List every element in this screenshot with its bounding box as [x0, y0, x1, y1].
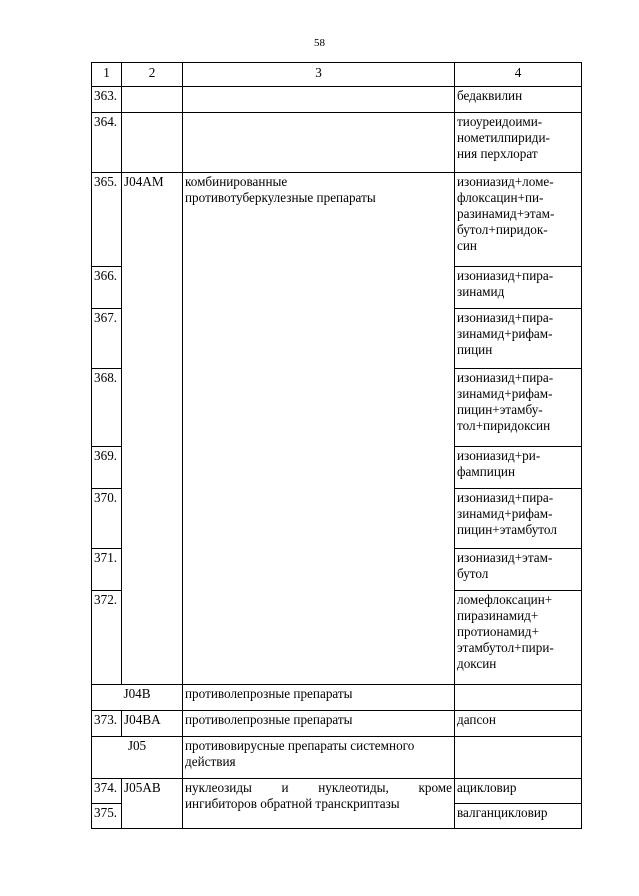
- group-name-cell: противолепрозные препараты: [183, 711, 455, 737]
- drug-name-cell: изониазид+пира- зинамид+рифам- пицин+этамбутол: [455, 489, 582, 549]
- group-name-cell: [183, 87, 455, 113]
- group-name-line: [185, 780, 452, 796]
- atc-code-cell: J05: [92, 737, 183, 779]
- row-number: 366.: [92, 267, 122, 309]
- group-name-cell: комбинированные противотуберкулезные препараты: [183, 173, 455, 685]
- drug-name-cell: изониазид+этам- бутол: [455, 549, 582, 591]
- group-name-cell: [183, 113, 455, 173]
- drug-name-cell: изониазид+ри- фампицин: [455, 447, 582, 489]
- word: и: [281, 780, 289, 795]
- group-name-cell: противолепрозные препараты: [183, 685, 455, 711]
- row-number: 363.: [92, 87, 122, 113]
- drug-name-cell: изониазид+ломе- флоксацин+пи- разинамид+этам- бутол+пиридок- син: [455, 173, 582, 267]
- word: нуклеозиды: [185, 780, 252, 795]
- drug-name-cell: изониазид+пира- зинамид+рифам- пицин: [455, 309, 582, 369]
- table-row: [92, 173, 582, 267]
- drug-name-cell: бедаквилин: [455, 87, 582, 113]
- atc-code-cell: J05AB: [122, 779, 183, 829]
- row-number: 364.: [92, 113, 122, 173]
- row-number: 373.: [92, 711, 122, 737]
- column-header: 4: [455, 63, 582, 87]
- drug-name-cell: тиоуреидоими- нометилпириди- ния перхлорат: [455, 113, 582, 173]
- drug-table: [91, 62, 582, 829]
- drug-name-cell: [455, 737, 582, 779]
- atc-code-cell: J04BA: [122, 711, 183, 737]
- row-number: 367.: [92, 309, 122, 369]
- drug-name-cell: ацикловир: [455, 779, 582, 804]
- row-number: 369.: [92, 447, 122, 489]
- group-name-cell: противовирусные препараты системного действия: [183, 737, 455, 779]
- atc-code-cell: [122, 87, 183, 113]
- atc-code-cell: J04AM: [122, 173, 183, 685]
- row-number: 370.: [92, 489, 122, 549]
- table-row: [92, 87, 582, 113]
- drug-name-cell: изониазид+пира- зинамид+рифам- пицин+этамбу- тол+пиридоксин: [455, 369, 582, 447]
- drug-name-cell: ломефлоксацин+ пиразинамид+ протионамид+ этамбутол+пири- доксин: [455, 591, 582, 685]
- row-number: 374.: [92, 779, 122, 804]
- column-header: 1: [92, 63, 122, 87]
- group-name-cell: [183, 779, 455, 829]
- row-number: 368.: [92, 369, 122, 447]
- column-header: 3: [183, 63, 455, 87]
- table-row: [92, 737, 582, 779]
- atc-code-cell: [122, 113, 183, 173]
- row-number: 372.: [92, 591, 122, 685]
- word: нуклеотиды,: [318, 780, 389, 795]
- drug-name-cell: дапсон: [455, 711, 582, 737]
- page-number: 58: [314, 37, 325, 49]
- table-row: [92, 711, 582, 737]
- word: кроме: [418, 780, 452, 795]
- drug-name-cell: изониазид+пира- зинамид: [455, 267, 582, 309]
- row-number: 375.: [92, 804, 122, 829]
- row-number: 371.: [92, 549, 122, 591]
- table-row: [92, 779, 582, 804]
- table-header-row: [92, 63, 582, 87]
- table-row: [92, 685, 582, 711]
- group-name-line: ингибиторов обратной транскриптазы: [185, 796, 400, 811]
- drug-name-cell: [455, 685, 582, 711]
- drug-name-cell: валганцикловир: [455, 804, 582, 829]
- atc-code-cell: J04B: [92, 685, 183, 711]
- table-row: [92, 113, 582, 173]
- column-header: 2: [122, 63, 183, 87]
- row-number: 365.: [92, 173, 122, 267]
